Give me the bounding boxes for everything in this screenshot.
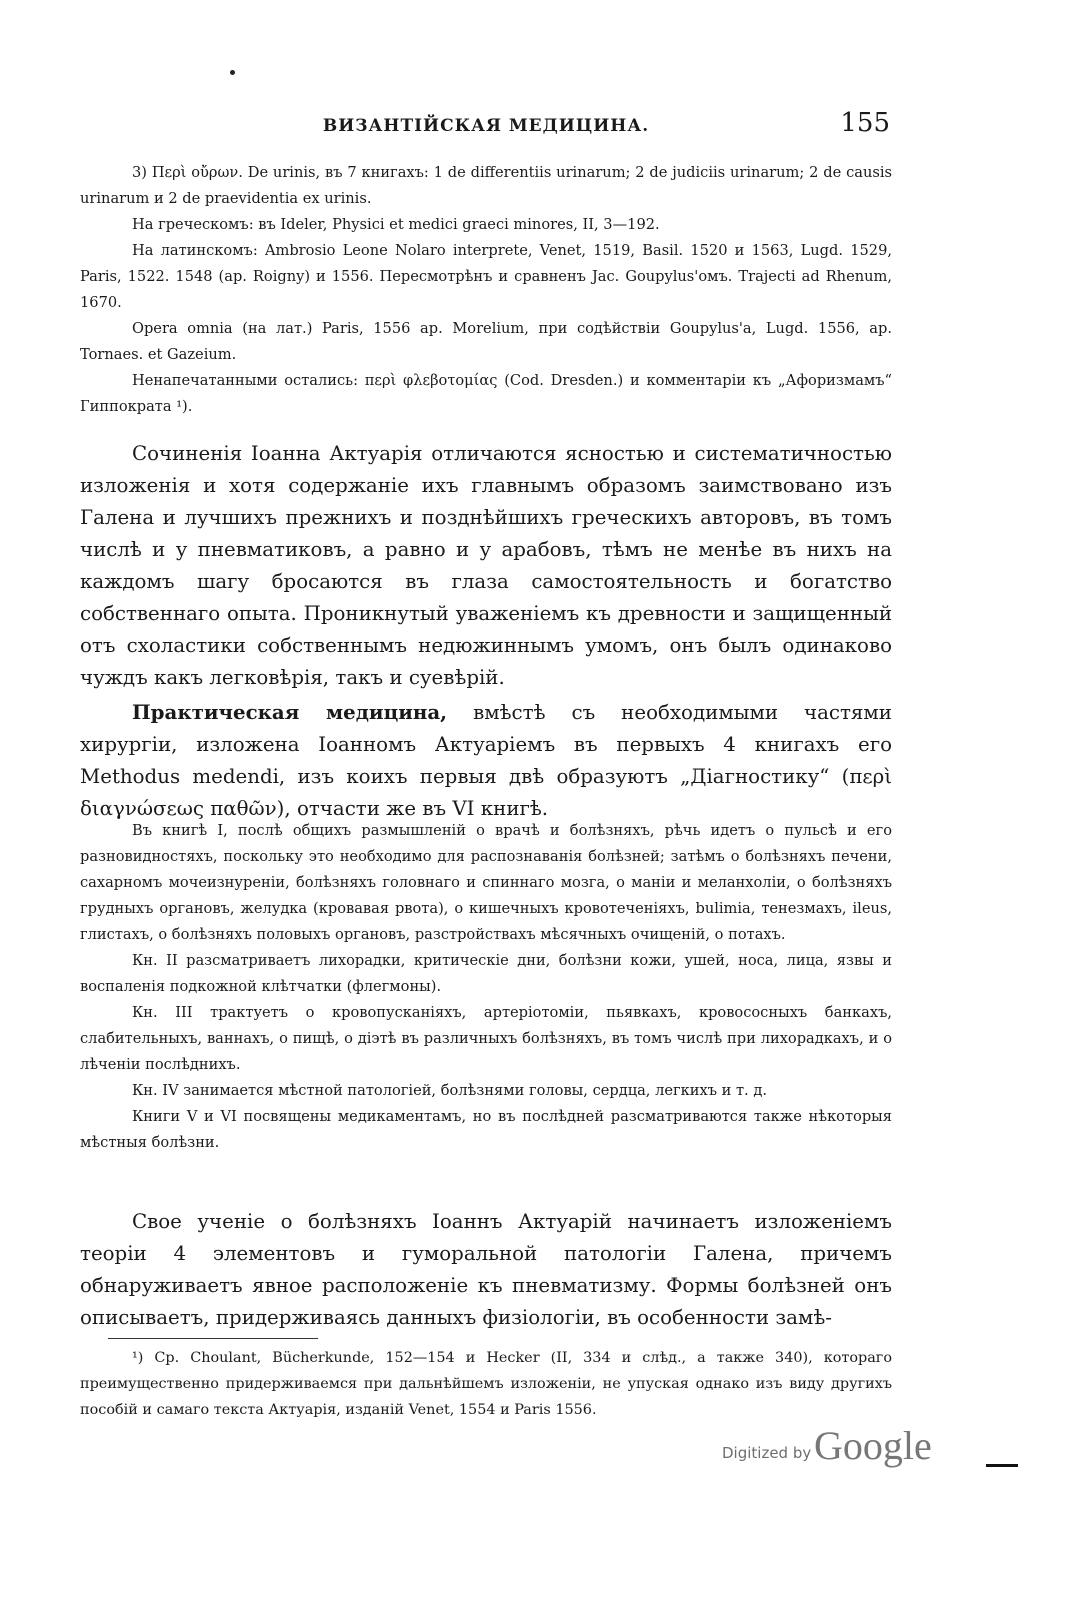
body-paragraph-3	[80, 1206, 892, 1334]
body-text	[80, 696, 892, 825]
bibliography-entry: 3) Περὶ οὔρων. De urinis, въ 7 книгахъ: 1 de differentiis urinarum; 2 de judiciis urinarum; 2 de causis urinarum и 2 de praevidentia ex urinis.	[80, 164, 892, 207]
contents-entry: Кн. II разсматриваетъ лихорадки, критическіе дни, болѣзни кожи, ушей, носа, лица, язвы и воспаленія подкожной клѣтчатки (флегмоны).	[80, 952, 892, 995]
body-text-rest: вмѣстѣ съ необходимыми частями хирургіи, изложена Іоанномъ Актуаріемъ въ первыхъ 4 книгахъ его Methodus medendi, изъ коихъ первыя двѣ образуютъ „Діагностику“ (περὶ διαγνώσεως παθῶν), отчасти же въ VI книгѣ.	[80, 701, 892, 820]
header-title: ВИЗАНТІЙСКАЯ МЕДИЦИНА.	[322, 116, 650, 136]
body-paragraph-2	[80, 696, 892, 825]
footnote-rule	[108, 1338, 318, 1339]
running-header	[80, 108, 892, 142]
contents-entry: Въ книгѣ I, послѣ общихъ размышленій о врачѣ и болѣзняхъ, рѣчь идетъ о пульсѣ и его разновидностяхъ, поскольку это необходимо для распознаванія болѣзней; затѣмъ о болѣзняхъ печени, сахарномъ мочеизнуреніи, болѣзняхъ головнаго и спиннаго мозга, о маніи и меланхоліи, о болѣзняхъ грудныхъ органовъ, желудка (кровавая рвота), о кишечныхъ кровотеченіяхъ, bulimia, тенезмахъ, ileus, глистахъ, о болѣзняхъ половыхъ органовъ, разстройствахъ мѣсячныхъ очищеній, о потахъ.	[80, 822, 892, 943]
bibliography-entry: На латинскомъ: Ambrosio Leone Nolaro interprete, Venet, 1519, Basil. 1520 и 1563, Lugd. 1529, Paris, 1522. 1548 (ap. Roigny) и 1556. Пересмотрѣнъ и сравненъ Jac. Goupylus'омъ. Trajecti ad Rhenum, 1670.	[80, 242, 892, 311]
bibliography-entry: Ненапечатанными остались: περὶ φλεβοτομίας (Cod. Dresden.) и комментаріи къ „Афоризмамъ“ Гиппократа ¹).	[80, 372, 892, 415]
footnote-text: ¹) Cp. Choulant, Bücherkunde, 152—154 и Hecker (II, 334 и слѣд., а также 340), котораго преимущественно придерживаемся при дальнѣйшемъ изложеніи, не упуская однако изъ виду другихъ пособій и самаго текста Актуарія, изданій Venet, 1554 и Paris 1556.	[80, 1350, 892, 1418]
book-contents-block	[80, 818, 892, 1156]
contents-entry: Кн. III трактуетъ о кровопусканіяхъ, артеріотоміи, пьявкахъ, кровососныхъ банкахъ, слабительныхъ, ваннахъ, о пищѣ, о діэтѣ въ различныхъ болѣзняхъ, въ томъ числѣ при лихорадкахъ, и о лѣченіи послѣднихъ.	[80, 1004, 892, 1073]
stray-dot	[230, 70, 235, 75]
google-watermark	[722, 1422, 952, 1472]
footnote	[80, 1345, 892, 1423]
bibliography-block	[80, 160, 892, 420]
bibliography-entry: На греческомъ: въ Ideler, Physici et medici graeci minores, II, 3—192.	[132, 216, 660, 233]
bibliography-entry: Opera omnia (на лат.) Paris, 1556 ap. Morelium, при содѣйствіи Goupylus'a, Lugd. 1556, ap. Tornaes. et Gazeium.	[80, 320, 892, 363]
bold-lead: Практическая медицина,	[132, 700, 448, 724]
page-number: 155	[840, 108, 890, 138]
contents-entry: Книги V и VI посвящены медикаментамъ, но въ послѣдней разсматриваются также нѣкоторыя мѣстныя болѣзни.	[80, 1108, 892, 1151]
watermark-prefix: Digitized by	[722, 1444, 812, 1462]
google-logo: Google	[814, 1423, 932, 1468]
body-text: Свое ученіе о болѣзняхъ Іоаннъ Актуарій начинаетъ изложеніемъ теоріи 4 элементовъ и гуморальной патологіи Галена, причемъ обнаруживаетъ явное расположеніе къ пневматизму. Формы болѣзней онъ описываетъ, придерживаясь данныхъ физіологіи, въ особенности замѣ-	[80, 1210, 892, 1329]
body-paragraph-1	[80, 438, 892, 694]
contents-entry: Кн. IV занимается мѣстной патологіей, болѣзнями головы, сердца, легкихъ и т. д.	[132, 1082, 767, 1099]
body-text: Сочиненія Іоанна Актуарія отличаются ясностью и систематичностью изложенія и хотя содержаніе ихъ главнымъ образомъ заимствовано изъ Галена и лучшихъ прежнихъ и позднѣйшихъ греческихъ авторовъ, въ томъ числѣ и у пневматиковъ, а равно и у арабовъ, тѣмъ не менѣе въ нихъ на каждомъ шагу бросаются въ глаза самостоятельность и богатство собственнаго опыта. Проникнутый уваженіемъ къ древности и защищенный отъ схоластики собственнымъ недюжиннымъ умомъ, онъ былъ одинаково чуждъ какъ легковѣрія, такъ и суевѣрій.	[80, 442, 892, 689]
edge-dash	[986, 1464, 1018, 1467]
book-page	[80, 0, 892, 1600]
